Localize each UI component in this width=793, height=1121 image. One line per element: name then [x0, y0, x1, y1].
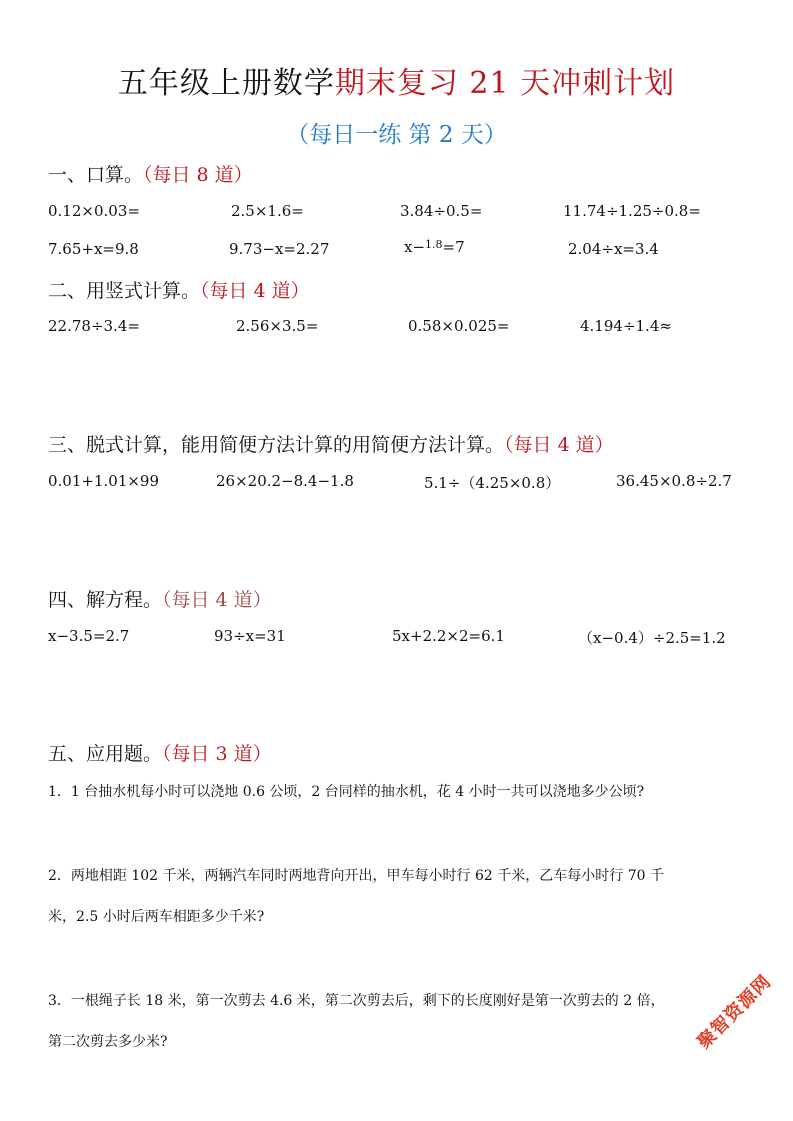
section-1-heading: [48, 160, 253, 187]
stepwise-3: 5.1÷（4.25×0.8）: [424, 474, 561, 492]
section-5-daily: （每日 3 道）: [162, 743, 272, 765]
section-4-heading: [48, 585, 272, 612]
section-1-label: 一、口算。: [48, 164, 144, 186]
oral-4: 11.74÷1.25÷0.8=: [563, 202, 701, 220]
oral-6: 9.73−x=2.27: [229, 240, 330, 258]
equation-2: 93÷x=31: [214, 627, 286, 645]
vertical-4: 4.194÷1.4≈: [580, 317, 672, 335]
oral-5: 7.65+x=9.8: [48, 240, 139, 258]
oral-7: [404, 238, 465, 256]
equation-1: x−3.5=2.7: [48, 627, 130, 645]
oral-7-c: =7: [442, 238, 465, 256]
section-2-heading: [48, 276, 310, 303]
section-2-label: 二、用竖式计算。: [48, 280, 201, 302]
section-4-daily: （每日 4 道）: [162, 589, 272, 611]
section-1-daily: （每日 8 道）: [143, 164, 253, 186]
vertical-2: 2.56×3.5=: [236, 317, 319, 335]
oral-3: 3.84÷0.5=: [400, 202, 483, 220]
word-problem-3-line-1: 3．一根绳子长 18 米，第一次剪去 4.6 米，第二次剪去后，剩下的长度刚好是第一次剪去的 2 倍，: [48, 993, 665, 1009]
section-5-label: 五、应用题。: [48, 743, 163, 765]
section-3-label: 三、脱式计算，能用简便方法计算的用简便方法计算。: [48, 434, 505, 456]
word-problem-2-line-2: 米，2.5 小时后两车相距多少千米?: [48, 909, 265, 925]
watermark-stamp: 聚智资源网: [693, 971, 776, 1054]
vertical-1: 22.78÷3.4=: [48, 317, 140, 335]
section-5-heading: [48, 739, 272, 766]
section-3-heading: [48, 430, 614, 457]
equation-4: （x−0.4）÷2.5=1.2: [578, 629, 726, 647]
vertical-3: 0.58×0.025=: [408, 317, 510, 335]
stepwise-4: 36.45×0.8÷2.7: [616, 472, 732, 490]
page-title: [0, 58, 793, 102]
section-4-label: 四、解方程。: [48, 589, 163, 611]
oral-1: 0.12×0.03=: [48, 202, 140, 220]
oral-2: 2.5×1.6=: [231, 202, 304, 220]
title-plan: 期末复习 21 天冲刺计划: [334, 66, 676, 101]
stepwise-2: 26×20.2−8.4−1.8: [216, 472, 354, 490]
oral-8: 2.04÷x=3.4: [568, 240, 659, 258]
word-problem-3-line-2: 第二次剪去多少米?: [48, 1034, 168, 1050]
word-problem-1: 1．1 台抽水机每小时可以浇地 0.6 公顷，2 台同样的抽水机，花 4 小时一共可以浇地多少公顷?: [48, 784, 645, 800]
word-problem-2-line-1: 2．两地相距 102 千米，两辆汽车同时两地背向开出，甲车每小时行 62 千米，乙车每小时行 70 千: [48, 868, 664, 884]
section-2-daily: （每日 4 道）: [200, 280, 310, 302]
oral-7-b: 1.8: [425, 238, 443, 251]
title-main: 五年级上册数学: [117, 66, 335, 101]
equation-3: 5x+2.2×2=6.1: [392, 627, 505, 645]
section-3-daily: （每日 4 道）: [504, 434, 614, 456]
stepwise-1: 0.01+1.01×99: [48, 472, 160, 490]
oral-7-a: x−: [404, 238, 426, 256]
page-subtitle: （每日一练 第 2 天）: [286, 122, 507, 148]
